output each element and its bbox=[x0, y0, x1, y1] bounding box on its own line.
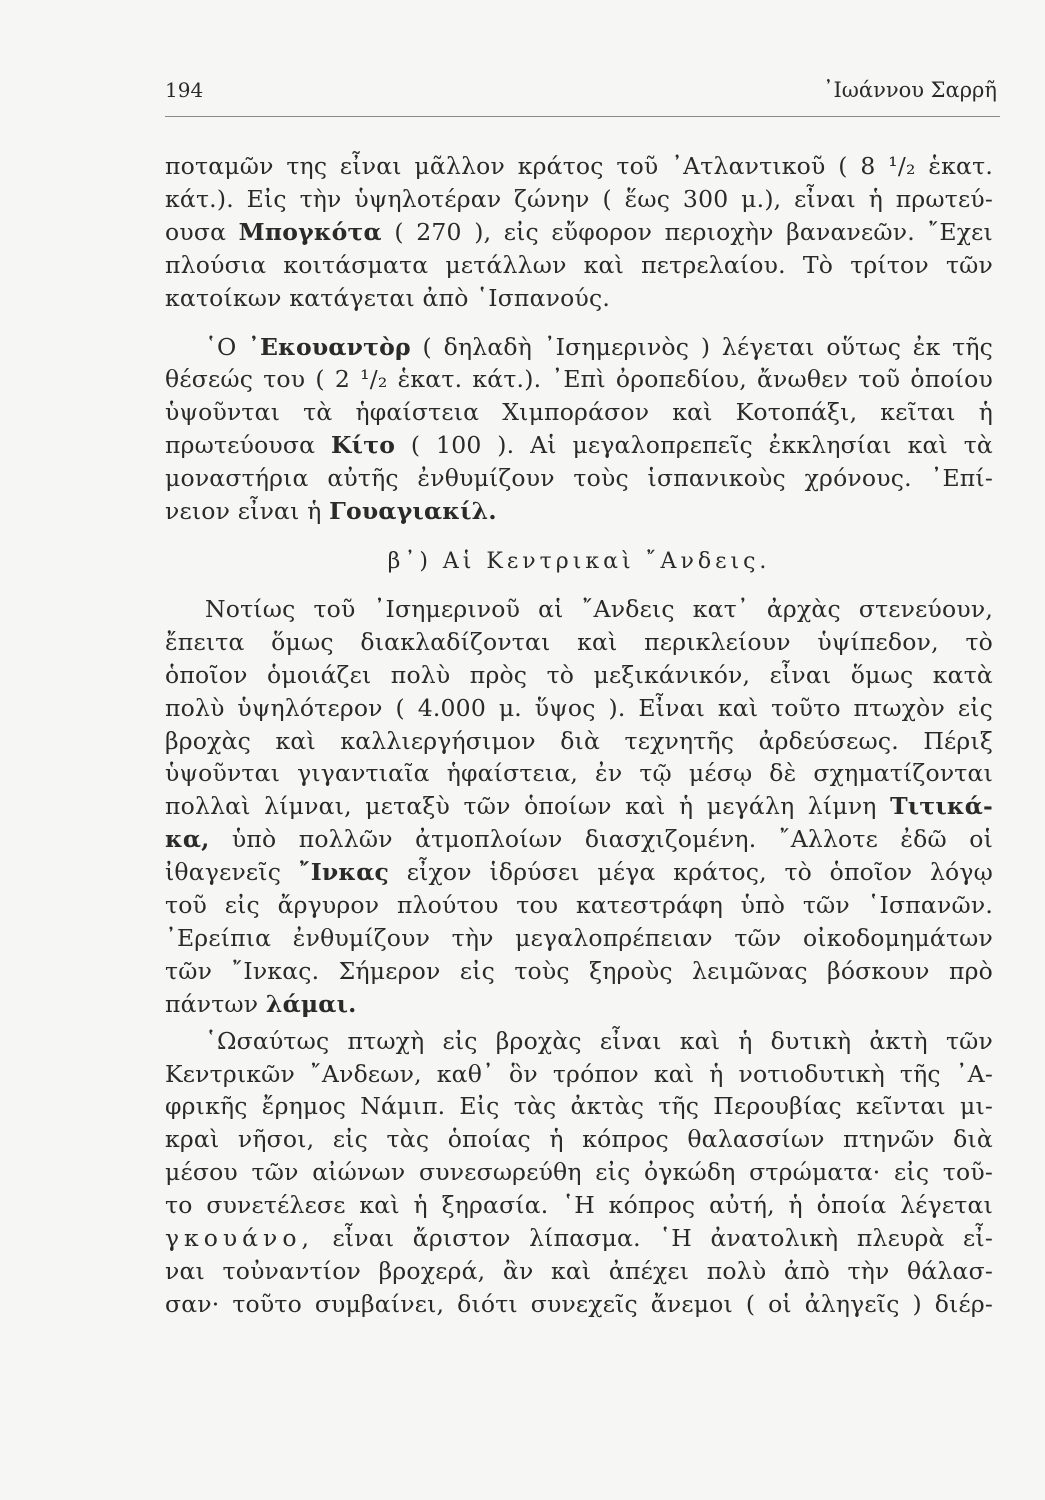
bold-term: λάμαι. bbox=[265, 989, 357, 1018]
header-rule bbox=[165, 116, 1000, 117]
bold-term: Μπογκότα bbox=[238, 217, 382, 246]
text-line: μέσου τῶν αἰώνων συνεσωρεύθη εἰς ὀγκώδη στρώματα· εἰς τοῦ- bbox=[165, 1158, 993, 1187]
text-line: τοῦ εἰς ἄργυρον πλούτου του κατεστράφη ὑπὸ τῶν ῾Ισπανῶν. bbox=[165, 891, 993, 920]
text-line: μοναστήρια αὐτῆς ἐνθυμίζουν τοὺς ἱσπανικοὺς χρόνους. ᾽Επί- bbox=[165, 464, 993, 493]
text-line: κατοίκων κατάγεται ἀπὸ ῾Ισπανούς. bbox=[165, 283, 610, 312]
text-run: ἰθαγενεῖς bbox=[165, 858, 299, 887]
text-run: ( δηλαδὴ ᾽Ισημερινὸς ) λέγεται οὕτως ἐκ τῆς bbox=[410, 332, 993, 361]
text-line bbox=[165, 429, 993, 462]
bold-term: Τιτικά- bbox=[890, 792, 993, 821]
bold-term: ῎Ινκας bbox=[298, 858, 390, 887]
bold-term: Κίτο bbox=[331, 431, 396, 460]
paragraph-3 bbox=[165, 593, 993, 1021]
text-run: εἶχον ἱδρύσει μέγα κράτος, τὸ ὁποῖον λόγῳ bbox=[389, 858, 993, 887]
text-line: φρικῆς ἔρημος Νάμιπ. Εἰς τὰς ἀκτὰς τῆς Περουβίας κεῖνται μι- bbox=[165, 1092, 993, 1121]
text-line: πλούσια κοιτάσματα μετάλλων καὶ πετρελαίου. Τὸ τρίτον τῶν bbox=[165, 250, 993, 279]
text-line bbox=[165, 1222, 993, 1255]
text-line bbox=[165, 823, 993, 856]
text-line: βροχὰς καὶ καλλιεργήσιμον διὰ τεχνητῆς ἀρδεύσεως. Πέριξ bbox=[165, 726, 993, 755]
text-run: ὑπὸ πολλῶν ἀτμοπλοίων διασχιζομένη. ῎Αλλοτε ἐδῶ οἱ bbox=[209, 825, 993, 854]
text-line bbox=[165, 988, 993, 1021]
text-line: ᾽Ερείπια ἐνθυμίζουν τὴν μεγαλοπρέπειαν τῶν οἰκοδομημάτων bbox=[165, 923, 993, 952]
text-line bbox=[165, 216, 993, 249]
text-line: ὑψοῦνται γιγαντιαῖα ἡφαίστεια, ἐν τῷ μέσῳ δὲ σχηματίζονται bbox=[165, 759, 993, 788]
text-run: ( 100 ). Αἱ μεγαλοπρεπεῖς ἐκκλησίαι καὶ τὰ bbox=[395, 431, 993, 460]
text-line: ποταμῶν της εἶναι μᾶλλον κράτος τοῦ ᾽Ατλαντικοῦ ( 8 ¹/₂ ἑκατ. bbox=[165, 152, 993, 180]
text-run: ουσα bbox=[165, 217, 239, 246]
text-run: πολλαὶ λίμναι, μεταξὺ τῶν ὁποίων καὶ ἡ μεγάλη λίμνη bbox=[165, 792, 891, 821]
text-run: ῾Ο bbox=[205, 332, 249, 361]
paragraph-2 bbox=[165, 331, 993, 528]
spaced-term: γκουάνο, bbox=[165, 1224, 314, 1253]
body-text bbox=[165, 150, 993, 1321]
paragraph-1 bbox=[165, 150, 993, 315]
running-title: ᾽Ιωάννου Σαρρῆ bbox=[822, 78, 997, 102]
text-line: ὁποῖον ὁμοιάζει πολὺ πρὸς τὸ μεξικάνικόν, εἶναι ὅμως κατὰ bbox=[165, 660, 993, 689]
text-line: ναι τοὐναντίον βροχερά, ἂν καὶ ἀπέχει πολὺ ἀπὸ τὴν θάλασ- bbox=[165, 1257, 993, 1285]
text-line: ἔπειτα ὅμως διακλαδίζονται καὶ περικλείουν ὑψίπεδον, τὸ bbox=[165, 627, 993, 656]
text-line: ὑψοῦνται τὰ ἡφαίστεια Χιμποράσον καὶ Κοτοπάξι, κεῖται ἡ bbox=[165, 398, 993, 427]
text-run: ( 270 ), εἰς εὔφορον περιοχὴν βανανεῶν. ῎Εχει bbox=[381, 217, 993, 246]
text-line: κάτ.). Εἰς τὴν ὑψηλοτέραν ζώνην ( ἕως 300 μ.), εἶναι ἡ πρωτεύ- bbox=[165, 184, 993, 213]
bold-term: ᾽Εκουαντὸρ bbox=[248, 332, 411, 361]
text-line: Νοτίως τοῦ ᾽Ισημερινοῦ αἱ ῎Ανδεις κατ᾽ ἀρχὰς στενεύουν, bbox=[205, 594, 993, 623]
page-header bbox=[165, 78, 997, 102]
text-line: ῾Ωσαύτως πτωχὴ εἰς βροχὰς εἶναι καὶ ἡ δυτικὴ ἀκτὴ τῶν bbox=[205, 1026, 993, 1055]
text-run: πρωτεύουσα bbox=[165, 431, 332, 460]
bold-term: κα, bbox=[165, 825, 210, 854]
text-line: πολὺ ὑψηλότερον ( 4.000 μ. ὕψος ). Εἶναι καὶ τοῦτο πτωχὸν εἰς bbox=[165, 693, 993, 722]
section-heading: β᾽) Αἱ Κεντρικαὶ ῎Ανδεις. bbox=[387, 548, 771, 574]
text-line: το συνετέλεσε καὶ ἡ ξηρασία. ῾Η κόπρος αὐτή, ἡ ὁποία λέγεται bbox=[165, 1191, 993, 1220]
text-line: Κεντρικῶν ῎Ανδεων, καθ᾽ ὃν τρόπον καὶ ἡ νοτιοδυτικὴ τῆς ᾽Α- bbox=[165, 1059, 993, 1088]
text-line: σαν· τοῦτο συμβαίνει, διότι συνεχεῖς ἄνεμοι ( οἱ ἀληγεῖς ) διέρ- bbox=[165, 1289, 993, 1318]
text-line bbox=[165, 856, 993, 889]
text-line bbox=[165, 495, 993, 528]
text-line: τῶν ῎Ινκας. Σήμερον εἰς τοὺς ξηροὺς λειμῶνας βόσκουν πρὸ bbox=[165, 956, 993, 985]
page-number: 194 bbox=[165, 78, 204, 102]
paragraph-4 bbox=[165, 1025, 993, 1321]
text-run: εἶναι ἄριστον λίπασμα. ῾Η ἀνατολικὴ πλευρὰ εἶ- bbox=[313, 1224, 993, 1253]
text-line bbox=[165, 790, 993, 823]
text-run: πάντων bbox=[165, 989, 266, 1018]
text-run: νειον εἶναι ἡ bbox=[165, 497, 330, 526]
bold-term: Γουαγιακίλ. bbox=[329, 497, 497, 526]
text-line: θέσεώς του ( 2 ¹/₂ ἑκατ. κάτ.). ᾽Επὶ ὀροπεδίου, ἄνωθεν τοῦ ὁποίου bbox=[165, 365, 993, 394]
text-line bbox=[165, 331, 993, 364]
text-line: κραὶ νῆσοι, εἰς τὰς ὁποίας ἡ κόπρος θαλασσίων πτηνῶν διὰ bbox=[165, 1125, 993, 1154]
